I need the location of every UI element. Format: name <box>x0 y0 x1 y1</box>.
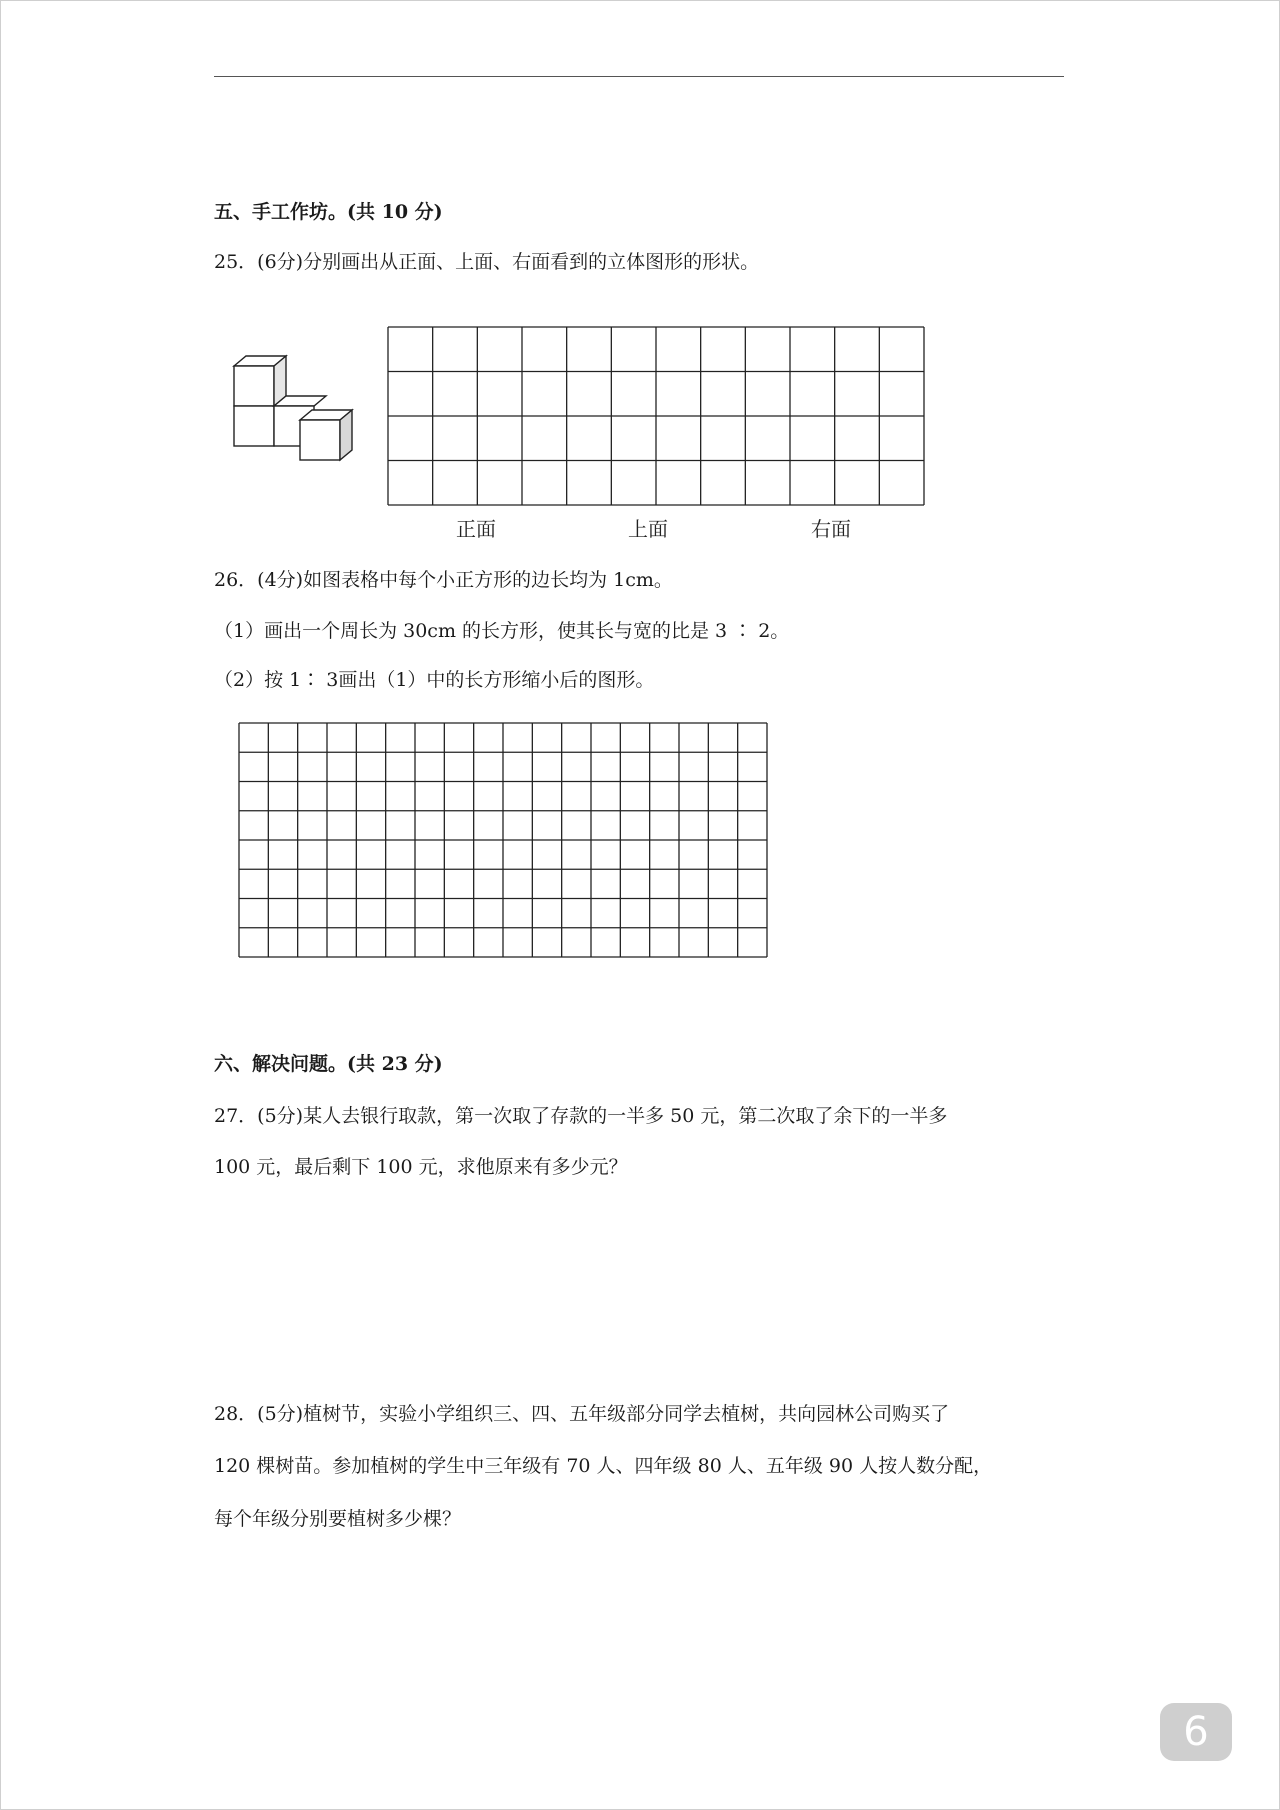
question-25-text: 25．(6分)分别画出从正面、上面、右面看到的立体图形的形状。 <box>214 251 760 273</box>
cube-front-face <box>234 366 274 406</box>
question-27-line-1: 27．(5分)某人去银行取款，第一次取了存款的一半多 50 元，第二次取了余下的一半多 <box>214 1105 948 1127</box>
question-27-line-2: 100 元，最后剩下 100 元，求他原来有多少元？ <box>214 1156 628 1178</box>
question-26-part-1: （1）画出一个周长为 30cm 的长方形，使其长与宽的比是 3 ∶ 2。 <box>214 620 790 642</box>
label-front-view: 正面 <box>456 517 496 541</box>
question-26-part-2: （2）按 1∶ 3画出（1）中的长方形缩小后的图形。 <box>214 669 655 691</box>
cube-front-face <box>234 406 274 446</box>
section-6-heading: 六、解决问题。(共 23 分) <box>214 1053 443 1075</box>
label-top-view: 上面 <box>628 517 668 541</box>
question-26-text: 26．(4分)如图表格中每个小正方形的边长均为 1cm。 <box>214 569 673 591</box>
label-right-view: 右面 <box>811 517 851 541</box>
drawing-grid[interactable] <box>238 722 768 958</box>
question-28-line-1: 28．(5分)植树节，实验小学组织三、四、五年级部分同学去植树，共向园林公司购买了 <box>214 1403 950 1425</box>
section-5-heading: 五、手工作坊。(共 10 分) <box>214 201 443 223</box>
views-grid[interactable] <box>387 326 925 506</box>
header-rule <box>214 76 1064 77</box>
question-28-line-3: 每个年级分别要植树多少棵？ <box>214 1508 462 1530</box>
cube-front-face <box>300 420 340 460</box>
question-28-line-2: 120 棵树苗。参加植树的学生中三年级有 70 人、四年级 80 人、五年级 90 人按人数分配， <box>214 1455 993 1477</box>
cube-figure <box>230 350 370 462</box>
page-number-badge: 6 <box>1160 1703 1232 1761</box>
